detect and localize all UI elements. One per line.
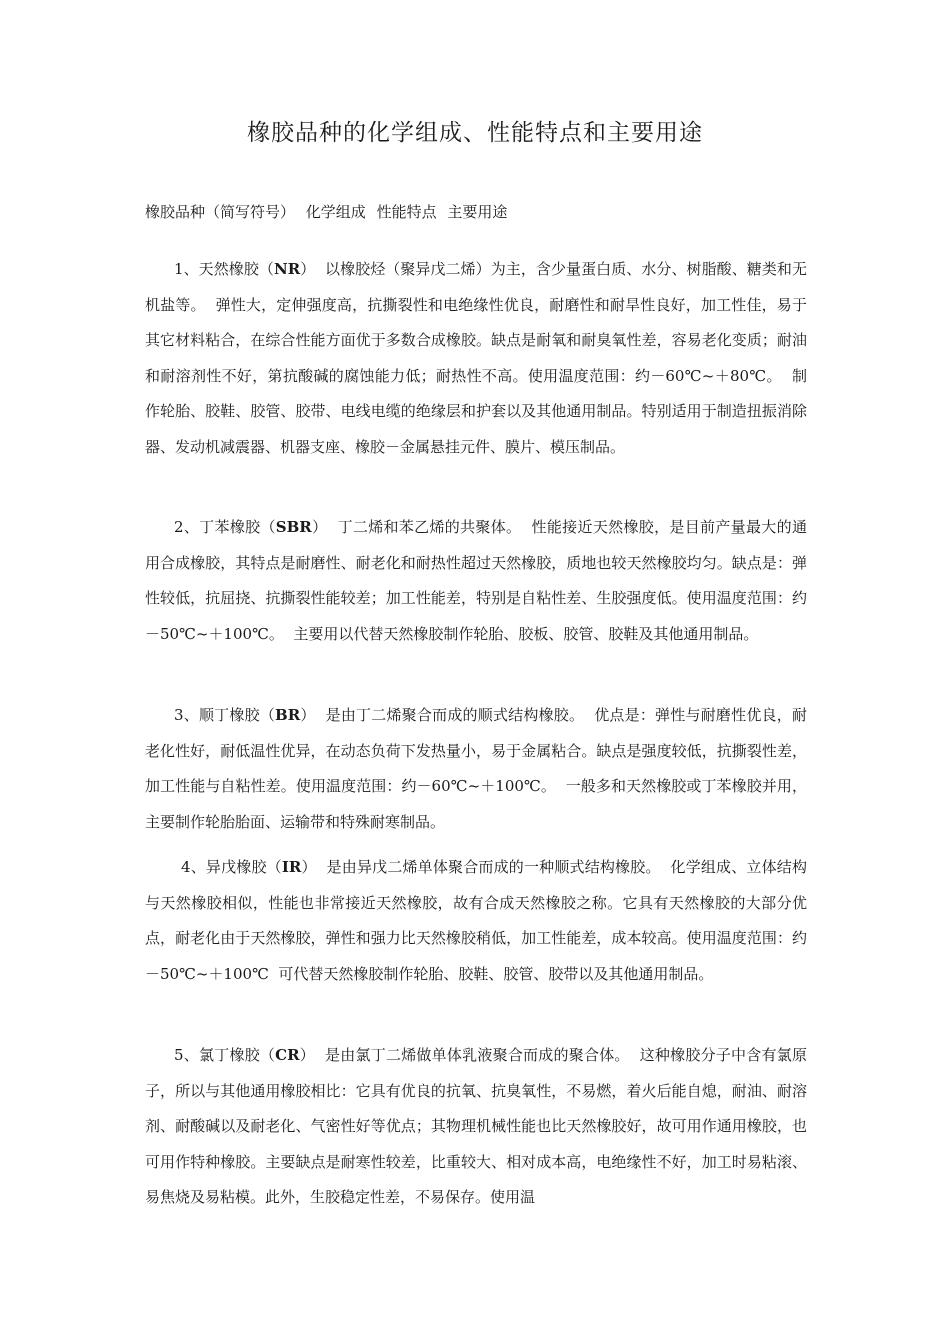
section-uses: 一般多和天然橡胶或丁苯橡胶并用，主要制作轮胎胎面、运输带和特殊耐寒制品。	[145, 777, 807, 831]
section-bracket-close: ）	[300, 706, 316, 724]
section-properties: 性能接近天然橡胶，是目前产量最大的通用合成橡胶，其特点是耐磨性、耐老化和耐热性超过天然橡胶，质地也较天然橡胶均匀。缺点是：弹性较低，抗屈挠、抗撕裂性能较差；加工性能差，特别是自粘性差、生胶强度低。使用温度范围：约－50℃~＋100℃。	[145, 518, 807, 643]
section-properties: 弹性大，定伸强度高，抗撕裂性和电绝缘性优良，耐磨性和耐旱性良好，加工性佳，易于其它材料粘合，在综合性能方面优于多数合成橡胶。缺点是耐氧和耐臭氧性差，容易老化变质；耐油和耐溶剂性不好，第抗酸碱的腐蚀能力低；耐热性不高。使用温度范围：约－60℃~＋80℃。	[145, 295, 807, 385]
rubber-section-sbr	[145, 510, 807, 652]
section-uses: 主要用以代替天然橡胶制作轮胎、胶板、胶管、胶鞋及其他通用制品。	[293, 624, 759, 643]
rubber-section-br	[145, 698, 807, 840]
rubber-section-nr	[145, 252, 807, 465]
section-number: 5、氯丁橡胶（	[174, 1046, 276, 1064]
column-header-line	[145, 200, 815, 224]
section-composition: 是由丁二烯聚合而成的顺式结构橡胶。	[325, 706, 585, 724]
page-title: 橡胶品种的化学组成、性能特点和主要用途	[247, 120, 703, 146]
section-abbreviation: NR	[274, 260, 301, 278]
header-rubber-type: 橡胶品种（简写符号）	[145, 203, 296, 221]
section-number: 2、丁苯橡胶（	[174, 518, 276, 536]
header-properties: 性能特点	[376, 203, 437, 221]
rubber-section-cr	[145, 1038, 807, 1216]
section-uses: 可代替天然橡胶制作轮胎、胶鞋、胶管、胶带以及其他通用制品。	[278, 964, 714, 983]
section-uses: 制作轮胎、胶鞋、胶管、胶带、电线电缆的绝缘层和护套以及其他通用制品。特别适用于制造扭振消除器、发动机减震器、机器支座、橡胶－金属悬挂元件、膜片、模压制品。	[145, 366, 807, 456]
section-composition: 是由异戊二烯单体聚合而成的一种顺式结构橡胶。	[326, 858, 661, 876]
section-composition: 丁二烯和苯乙烯的共聚体。	[337, 518, 522, 536]
section-composition: 以橡胶烃（聚异戊二烯）为主，含少量蛋白质、水分、树脂酸、糖类和无机盐等。	[145, 260, 807, 314]
section-number: 1、天然橡胶（	[174, 260, 274, 278]
rubber-section-ir	[145, 850, 807, 992]
section-bracket-close: ）	[301, 858, 317, 876]
section-abbreviation: SBR	[275, 518, 312, 536]
section-number: 3、顺丁橡胶（	[174, 706, 276, 724]
section-abbreviation: BR	[275, 706, 301, 724]
section-properties: 化学组成、立体结构与天然橡胶相似，性能也非常接近天然橡胶，故有合成天然橡胶之称。它具有天然橡胶的大部分优点，耐老化由于天然橡胶，弹性和强力比天然橡胶稍低，加工性能差，成本较高。使用温度范围：约－50℃~＋100℃	[145, 858, 807, 983]
section-abbreviation: CR	[275, 1046, 300, 1064]
section-bracket-close: ）	[299, 1046, 316, 1064]
section-abbreviation: IR	[281, 858, 302, 876]
section-number: 4、异戊橡胶（	[181, 858, 282, 876]
section-properties: 优点是：弹性与耐磨性优良，耐老化性好，耐低温性优异，在动态负荷下发热量小，易于金属粘合。缺点是强度较低，抗撕裂性差，加工性能与自粘性差。使用温度范围：约－60℃~＋100℃。	[145, 706, 807, 795]
header-uses: 主要用途	[447, 203, 508, 221]
section-bracket-close: ）	[300, 260, 316, 278]
section-properties: 这种橡胶分子中含有氯原子，所以与其他通用橡胶相比：它具有优良的抗氧、抗臭氧性，不易燃，着火后能自熄，耐油、耐溶剂、耐酸碱以及耐老化、气密性好等优点；其物理机械性能也比天然橡胶好，故可用作通用橡胶，也可用作特种橡胶。主要缺点是耐寒性较差，比重较大、相对成本高，电绝缘性不好，加工时易粘滚、易焦烧及易粘模。此外，生胶稳定性差，不易保存。使用温	[145, 1046, 807, 1206]
section-composition: 是由氯丁二烯做单体乳液聚合而成的聚合体。	[325, 1046, 630, 1064]
section-bracket-close: ）	[311, 518, 328, 536]
header-composition: 化学组成	[305, 203, 366, 221]
